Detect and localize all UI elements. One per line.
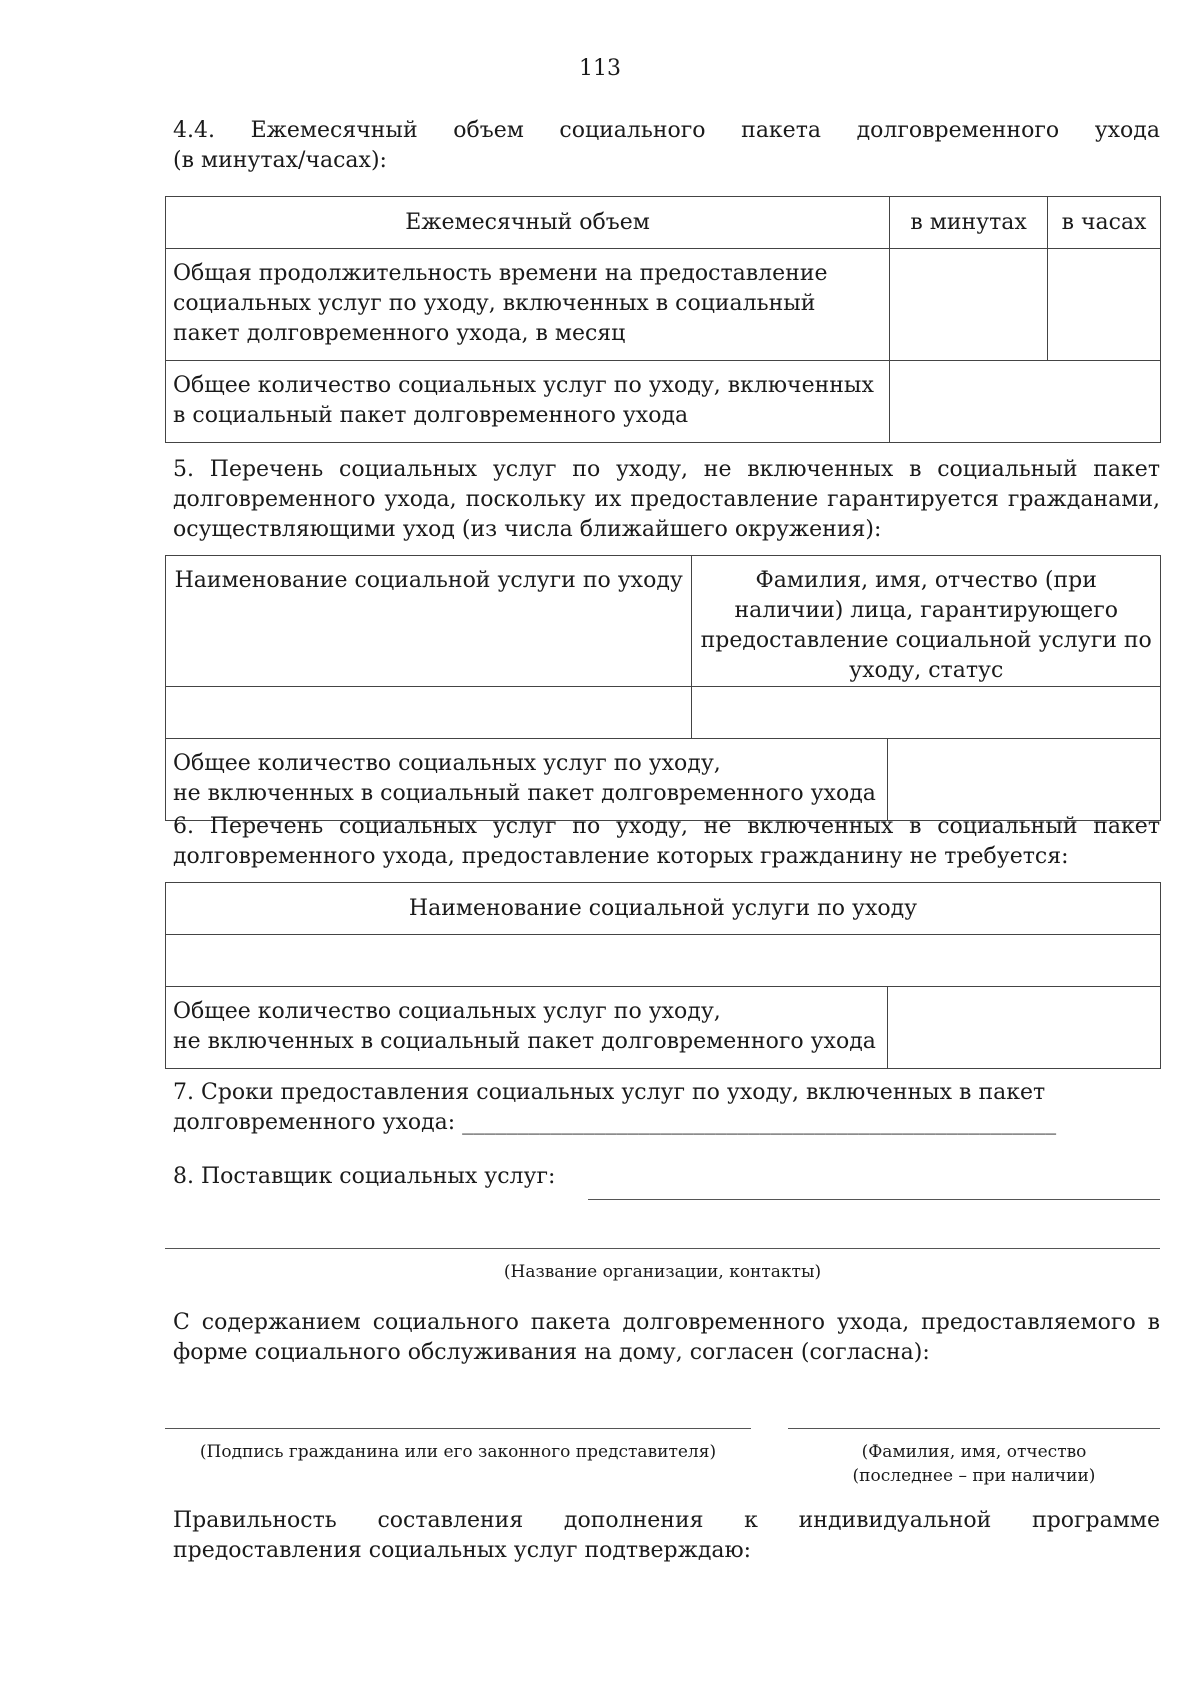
cell-total-excluded[interactable] [888, 739, 1161, 821]
total-excluded-label: Общее количество социальных услуг по уходу, не включенных в социальный пакет долговременного ухода [166, 739, 888, 821]
cell-service-name[interactable] [166, 687, 692, 739]
cell-duration-minutes[interactable] [890, 249, 1048, 361]
section-4-4-heading-line1: 4.4. Ежемесячный объем социального пакета долговременного ухода [173, 118, 1160, 143]
header-guarantor-name: Фамилия, имя, отчество (при наличии) лица, гарантирующего предоставление социальной услуги по уходу, статус [692, 556, 1161, 687]
monthly-volume-table [165, 196, 1161, 443]
total-not-required-label: Общее количество социальных услуг по уходу, не включенных в социальный пакет долговременного ухода [166, 987, 888, 1069]
table-row [166, 687, 1161, 739]
cell-total-count[interactable] [890, 361, 1161, 443]
full-name-caption: (Фамилия, имя, отчество (последнее – при наличии) [852, 1442, 1096, 1486]
row-total-duration-label: Общая продолжительность времени на предоставление социальных услуг по уходу, включенных в социальный пакет долговременного ухода, в месяц [166, 249, 890, 361]
confirmation-text: Правильность составления дополнения к индивидуальной программе предоставления социальных услуг подтверждаю: [173, 1508, 1160, 1563]
section-7-line1: 7. Сроки предоставления социальных услуг по уходу, включенных в пакет [173, 1080, 1046, 1105]
excluded-guaranteed-services-table [165, 555, 1161, 821]
header-hours: в часах [1048, 197, 1161, 249]
not-required-services-table [165, 882, 1161, 1069]
section-5-text: 5. Перечень социальных услуг по уходу, не включенных в социальный пакет долговременного ухода, поскольку их предоставление гарантируется гражданами, осуществляющими уход (из числа ближайшего окружения): [173, 457, 1160, 542]
provider-caption: (Название организации, контакты) [503, 1262, 822, 1282]
table-row [166, 935, 1161, 987]
signature-caption: (Подпись гражданина или его законного представителя) [199, 1442, 717, 1462]
full-name-line[interactable] [788, 1428, 1160, 1429]
header-service-name: Наименование социальной услуги по уходу [166, 883, 1161, 935]
section-8-label: 8. Поставщик социальных услуг: [173, 1164, 556, 1189]
table-row [166, 249, 1161, 361]
cell-service-name[interactable] [166, 935, 1161, 987]
table-header-row [166, 197, 1161, 249]
header-monthly-volume: Ежемесячный объем [166, 197, 890, 249]
section-4-4-heading-line2: (в минутах/часах): [173, 148, 387, 173]
cell-duration-hours[interactable] [1048, 249, 1161, 361]
header-minutes: в минутах [890, 197, 1048, 249]
signature-line[interactable] [165, 1428, 751, 1429]
provider-input-line[interactable] [588, 1199, 1160, 1200]
table-header-row [166, 883, 1161, 935]
page-number: 113 [579, 56, 621, 81]
header-service-name: Наименование социальной услуги по уходу [166, 556, 692, 687]
cell-guarantor[interactable] [692, 687, 1161, 739]
table-row [166, 739, 1161, 821]
table-row [166, 361, 1161, 443]
agreement-text: С содержанием социального пакета долговременного ухода, предоставляемого в форме социального обслуживания на дому, согласен (согласна): [173, 1310, 1160, 1365]
row-total-count-label: Общее количество социальных услуг по уходу, включенных в социальный пакет долговременного ухода [166, 361, 890, 443]
table-row [166, 987, 1161, 1069]
section-6-text: 6. Перечень социальных услуг по уходу, не включенных в социальный пакет долговременного ухода, предоставление которых гражданину не требуется: [173, 814, 1160, 869]
section-7-line2[interactable]: долговременного ухода: ______________________________________________________ [173, 1110, 1057, 1135]
provider-details-line[interactable] [165, 1248, 1160, 1249]
table-header-row [166, 556, 1161, 687]
cell-total-not-required[interactable] [888, 987, 1161, 1069]
